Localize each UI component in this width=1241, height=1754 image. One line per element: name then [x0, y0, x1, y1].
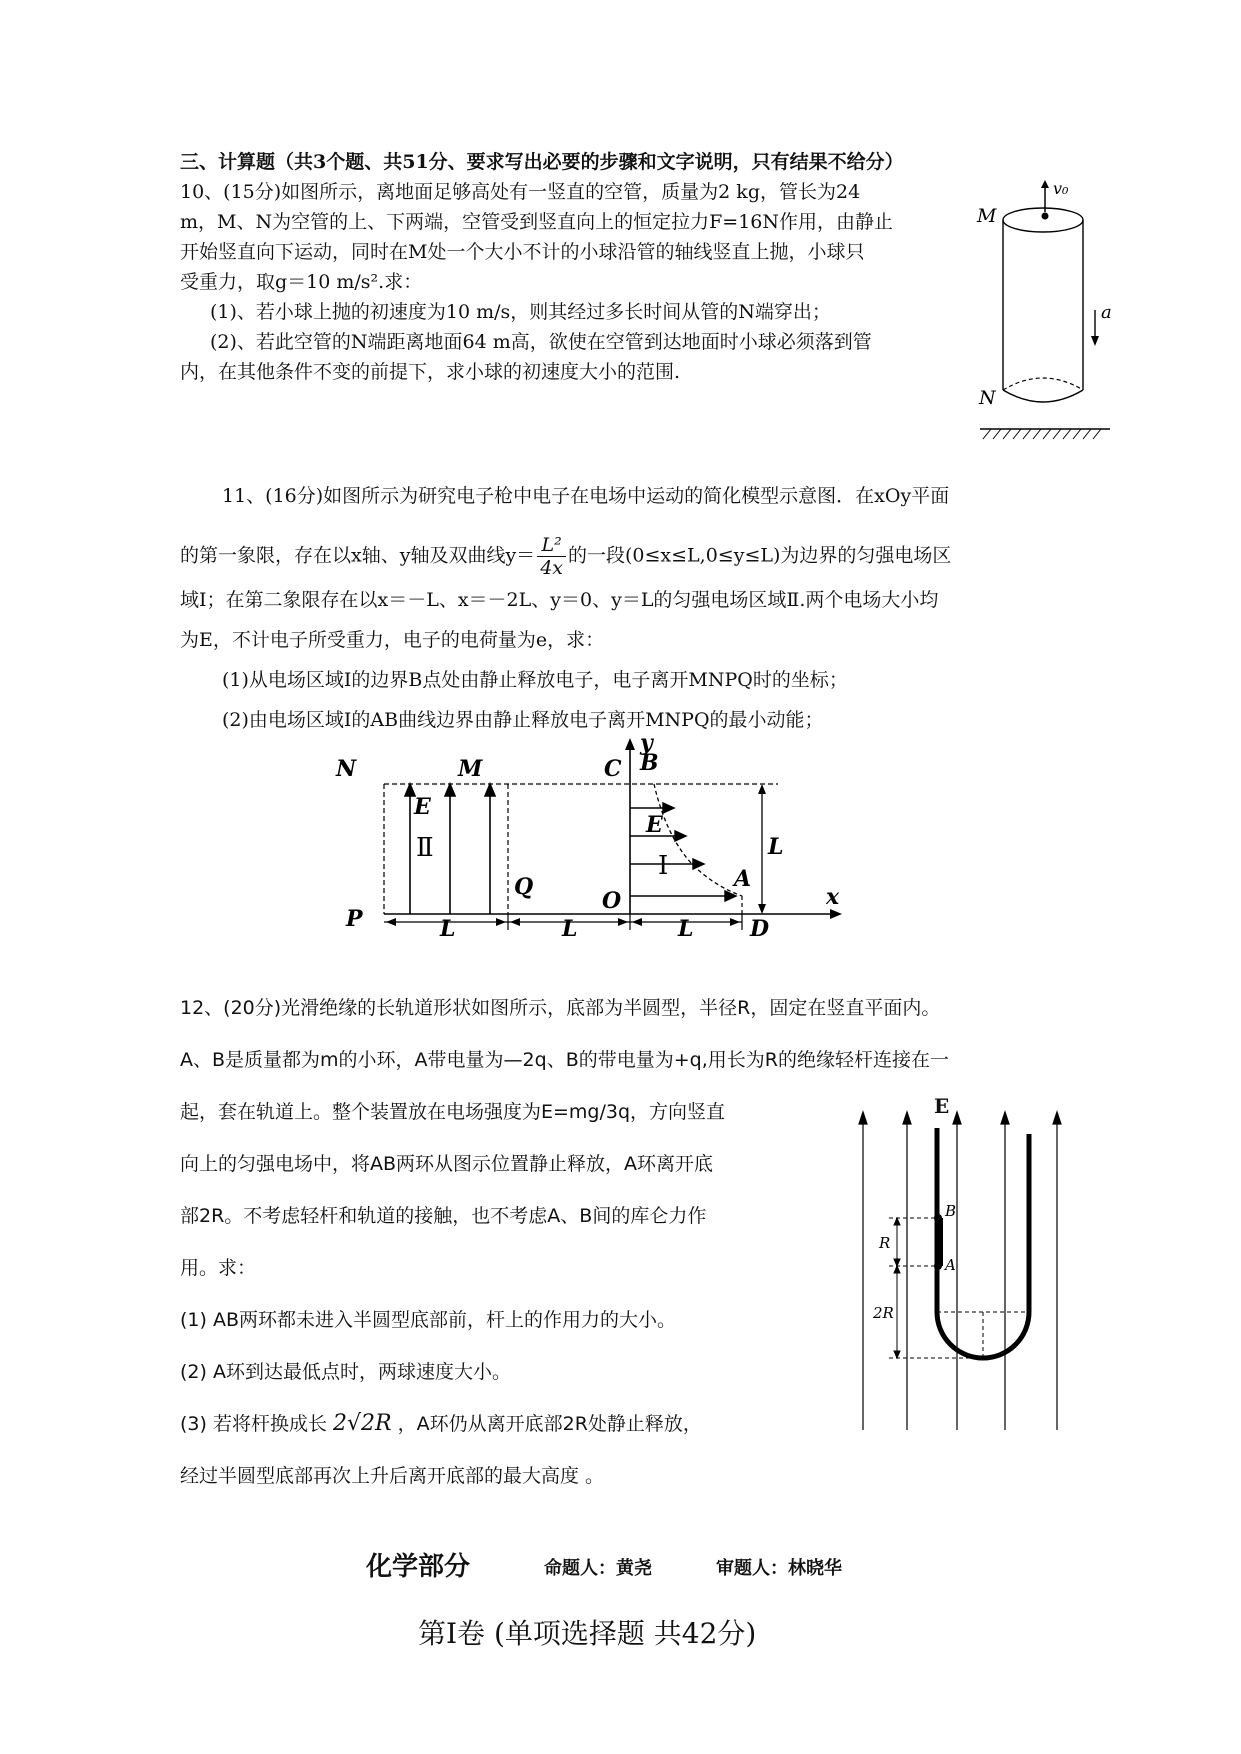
label-Q: Q — [514, 874, 534, 900]
ring-B-icon — [934, 1214, 942, 1222]
tube-figure — [975, 172, 1115, 442]
section-title: 三、计算题（共3个题、共51分、要求写出必要的步骤和文字说明，只有结果不给分） — [180, 151, 904, 173]
chem-author: 命题人：黄尧 — [544, 1558, 652, 1579]
v0-label: v₀ — [1053, 179, 1069, 198]
q12-line: A、B是质量都为m的小环，A带电量为—2q、B的带电量为+q,用长为R的绝缘轻杆连接在一 — [180, 1049, 949, 1071]
label-A: A — [734, 866, 752, 892]
q12-line: (2) A环到达最低点时，两球速度大小。 — [180, 1361, 511, 1383]
q12-line: 12、(20分)光滑绝缘的长轨道形状如图所示，底部为半圆型，半径R，固定在竖直平面内。 — [180, 997, 941, 1019]
label-region-II: Ⅱ — [416, 833, 434, 863]
q11-line: 11、(16分)如图所示为研究电子枪中电子在电场中运动的简化模型示意图．在xOy平面 — [222, 485, 950, 507]
q12-line-part: ，A环仍从离开底部2R处静止释放， — [397, 1413, 702, 1435]
chem-reviewer: 审题人：林晓华 — [716, 1558, 842, 1579]
chem-title: 化学部分 — [366, 1552, 471, 1582]
label-region-I: Ⅰ — [658, 851, 669, 881]
label-E-II: E — [414, 794, 431, 820]
q11-line: 为E，不计电子所受重力，电子的电荷量为e，求： — [180, 629, 605, 651]
q10-line: (2)、若此空管的N端距离地面64 m高，欲使在空管到达地面时小球必须落到管 — [210, 331, 872, 353]
label-B: B — [640, 750, 659, 776]
q10-line: 10、(15分)如图所示，离地面足够高处有一竖直的空管，质量为2 kg，管长为24 — [180, 181, 861, 203]
label-L3: L — [678, 916, 694, 942]
label-M: M — [458, 756, 483, 782]
q12-line: 起，套在轨道上。整个装置放在电场强度为E=mg/3q，方向竖直 — [180, 1101, 726, 1123]
q11-line: (2)由电场区域Ⅰ的AB曲线边界由静止释放电子离开MNPQ的最小动能； — [222, 709, 824, 731]
ball-icon — [1042, 213, 1049, 220]
q10-line: 开始竖直向下运动，同时在M处一个大小不计的小球沿管的轴线竖直上抛，小球只 — [180, 241, 865, 263]
hyperbola-fraction — [537, 534, 566, 579]
label-D: D — [750, 916, 770, 942]
label-ring-A: A — [945, 1256, 956, 1274]
label-ring-B: B — [945, 1202, 957, 1220]
q10-line: 内，在其他条件不变的前提下，求小球的初速度大小的范围. — [180, 361, 681, 383]
q12-line: 向上的匀强电场中，将AB两环从图示位置静止释放，A环离开底 — [180, 1153, 714, 1175]
q11-line: 域Ⅰ；在第二象限存在以x＝－L、x＝－2L、y＝0、y＝L的匀强电场区域Ⅱ.两个电场大小均 — [180, 589, 939, 611]
q12-line-rod — [180, 1410, 702, 1438]
label-L-right: L — [768, 834, 784, 860]
fraction-numerator: L² — [537, 534, 566, 557]
label-L1: L — [440, 916, 456, 942]
q10-line: 受重力，取g＝10 m/s².求： — [180, 271, 423, 293]
label-E-I: E — [646, 812, 663, 838]
q10-line: (1)、若小球上抛的初速度为10 m/s，则其经过多长时间从管的N端穿出； — [210, 301, 831, 323]
q12-line: 用。求： — [180, 1257, 257, 1279]
label-y: y — [640, 730, 653, 756]
q11-line2-a: 的第一象限，存在以x轴、y轴及双曲线y＝ — [180, 544, 536, 567]
q11-line: (1)从电场区域Ⅰ的边界B点处由静止释放电子，电子离开MNPQ时的坐标； — [222, 669, 848, 691]
q12-line: 部2R。不考虑轻杆和轨道的接触，也不考虑A、B间的库仑力作 — [180, 1205, 707, 1227]
label-field-E: E — [934, 1094, 950, 1118]
u-track — [937, 1128, 1029, 1358]
label-2R: 2R — [873, 1304, 894, 1322]
volume-heading: 第Ⅰ卷 (单项选择题 共42分) — [418, 1617, 757, 1650]
label-L2: L — [562, 916, 578, 942]
label-O: O — [602, 888, 622, 914]
fraction-denominator: 4x — [540, 557, 563, 579]
a-label: a — [1101, 302, 1112, 323]
q10-line: m，M、N为空管的上、下两端，空管受到竖直向上的恒定拉力F=16N作用，由静止 — [180, 211, 894, 233]
q12-line: 经过半圆型底部再次上升后离开底部的最大高度 。 — [180, 1465, 605, 1487]
q12-line-part: (3) 若将杆换成长 — [180, 1413, 327, 1435]
label-N: N — [336, 756, 357, 782]
track-figure — [845, 1100, 1085, 1430]
q12-line: (1) AB两环都未进入半圆型底部前，杆上的作用力的大小。 — [180, 1309, 676, 1331]
label-R: R — [879, 1234, 891, 1252]
field-diagram — [336, 730, 858, 946]
ring-A-icon — [934, 1262, 942, 1270]
q11-line2-b: 的一段(0≤x≤L,0≤y≤L)为边界的匀强电场区 — [568, 544, 952, 567]
N-label: N — [979, 387, 996, 409]
label-C: C — [604, 756, 622, 782]
label-x: x — [826, 884, 840, 910]
M-label: M — [977, 205, 997, 227]
rod-length-formula: 2√2R — [333, 1411, 392, 1436]
q11-line2 — [180, 534, 951, 579]
label-P: P — [346, 906, 363, 932]
